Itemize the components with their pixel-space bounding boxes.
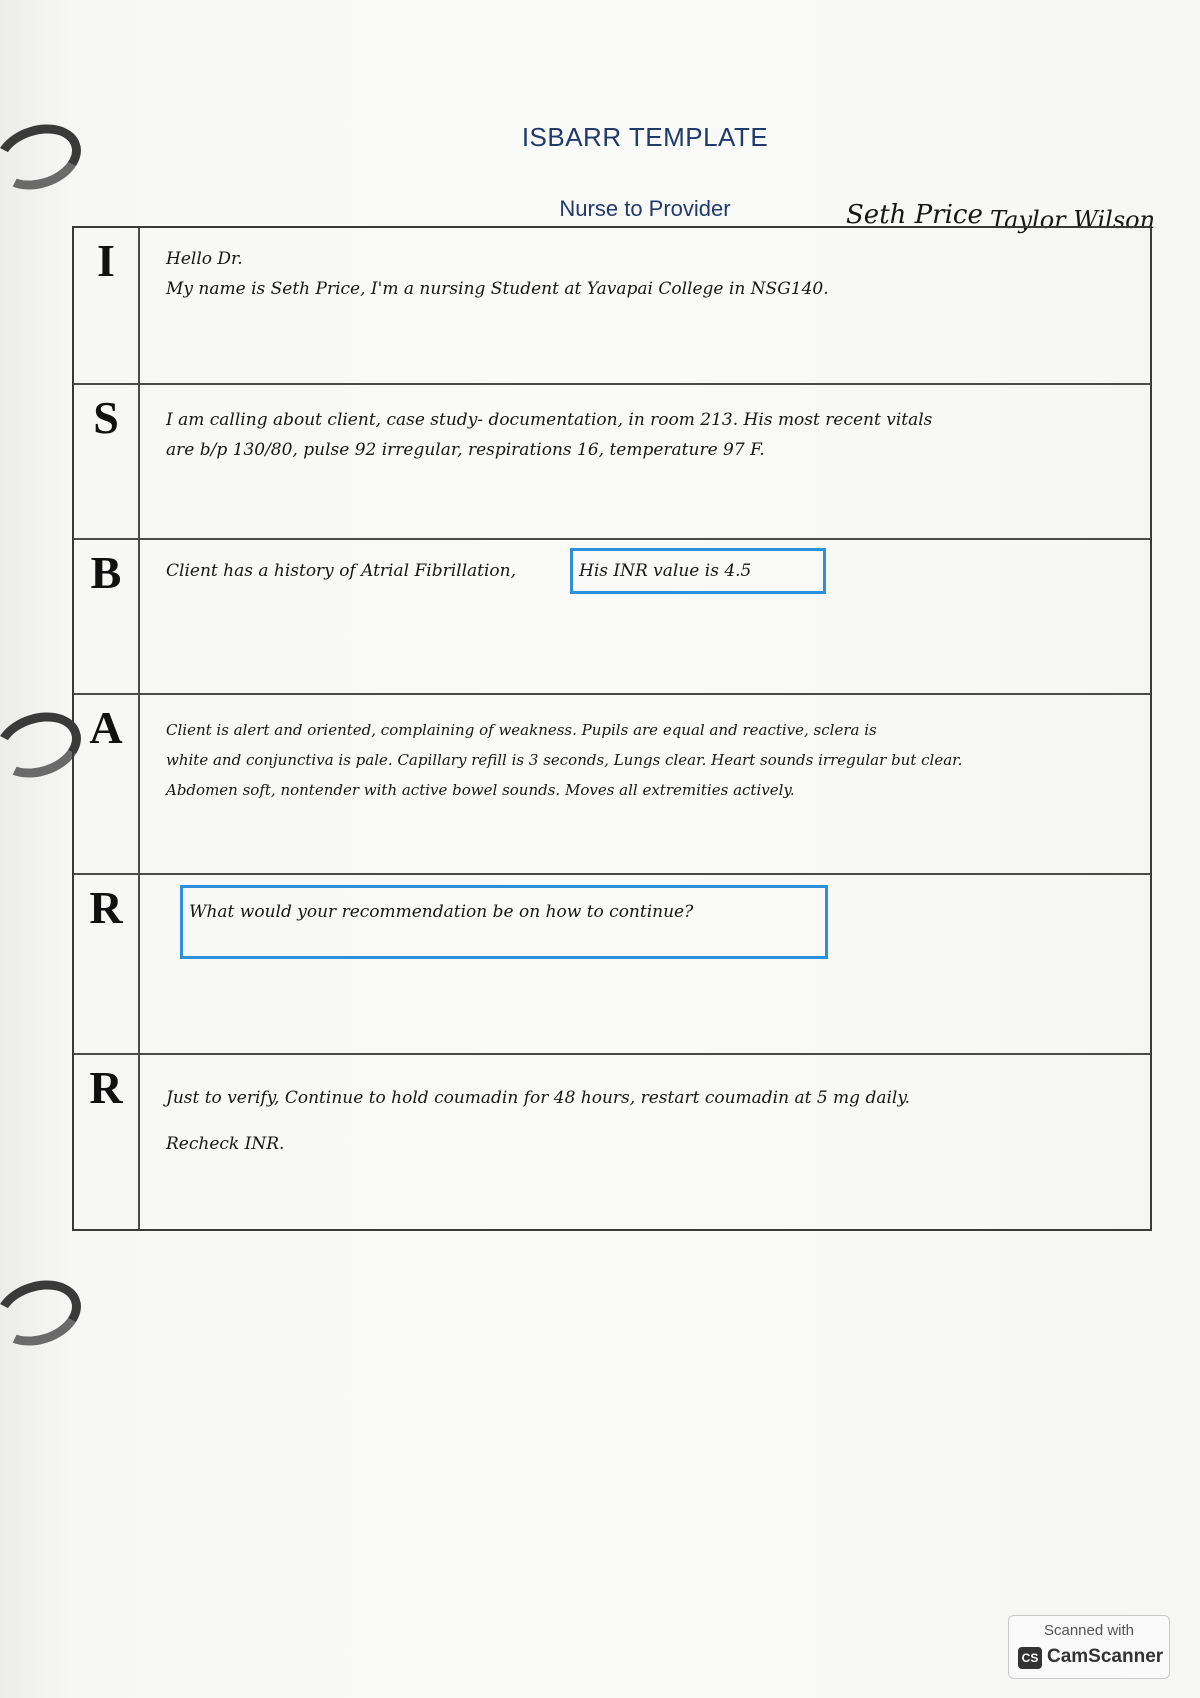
isbarr-table — [72, 226, 1152, 1231]
section-s — [74, 383, 1150, 538]
highlight-text: His INR value is 4.5 — [579, 561, 752, 581]
section-text — [166, 405, 1120, 465]
section-letter: B — [90, 547, 122, 598]
highlight-box — [180, 885, 828, 959]
section-text — [166, 715, 1120, 805]
text-line: Client has a history of Atrial Fibrillation, — [166, 561, 517, 581]
section-a — [74, 693, 1150, 873]
binder-ring-icon — [0, 1270, 89, 1356]
section-r-recommendation — [74, 873, 1150, 1053]
camscanner-logo-icon: CS — [1018, 1647, 1042, 1669]
section-letter: S — [93, 392, 119, 443]
text-line: Client is alert and oriented, complaining of weakness. Pupils are equal and reactive, sclera is — [166, 721, 877, 739]
text-line: My name is Seth Price, I'm a nursing Student at Yavapai College in NSG140. — [166, 279, 829, 299]
page-title: ISBARR TEMPLATE — [521, 122, 769, 152]
section-letter: R — [89, 1062, 123, 1113]
signature-2: Taylor Wilson — [990, 206, 1156, 234]
text-line: Hello Dr. — [166, 249, 243, 269]
text-line: are b/p 130/80, pulse 92 irregular, respirations 16, temperature 97 F. — [166, 440, 765, 460]
section-text — [166, 244, 1120, 304]
text-line: Abdomen soft, nontender with active bowel sounds. Moves all extremities actively. — [166, 781, 795, 799]
section-letter: R — [89, 882, 123, 933]
section-b — [74, 538, 1150, 693]
section-letter: I — [97, 235, 115, 286]
page-subtitle: Nurse to Provider — [559, 196, 731, 221]
text-line: Recheck INR. — [166, 1134, 285, 1154]
text-line: Just to verify, Continue to hold coumadin for 48 hours, restart coumadin at 5 mg daily. — [166, 1088, 911, 1108]
highlight-box — [570, 548, 826, 594]
section-text — [166, 1075, 1120, 1167]
text-line: white and conjunctiva is pale. Capillary refill is 3 seconds, Lungs clear. Heart sounds irregular but clear. — [166, 751, 963, 769]
text-line: I am calling about client, case study- documentation, in room 213. His most recent vitals — [166, 410, 933, 430]
watermark-line-2: CamScanner — [1047, 1646, 1164, 1667]
section-r-response — [74, 1053, 1150, 1233]
section-letter: A — [89, 702, 123, 753]
section-i — [74, 228, 1150, 383]
watermark-line-1: Scanned with — [1043, 1622, 1135, 1639]
signature-1: Seth Price — [846, 200, 983, 230]
highlight-text: What would your recommendation be on how to continue? — [189, 902, 694, 922]
camscanner-watermark — [1008, 1615, 1170, 1679]
